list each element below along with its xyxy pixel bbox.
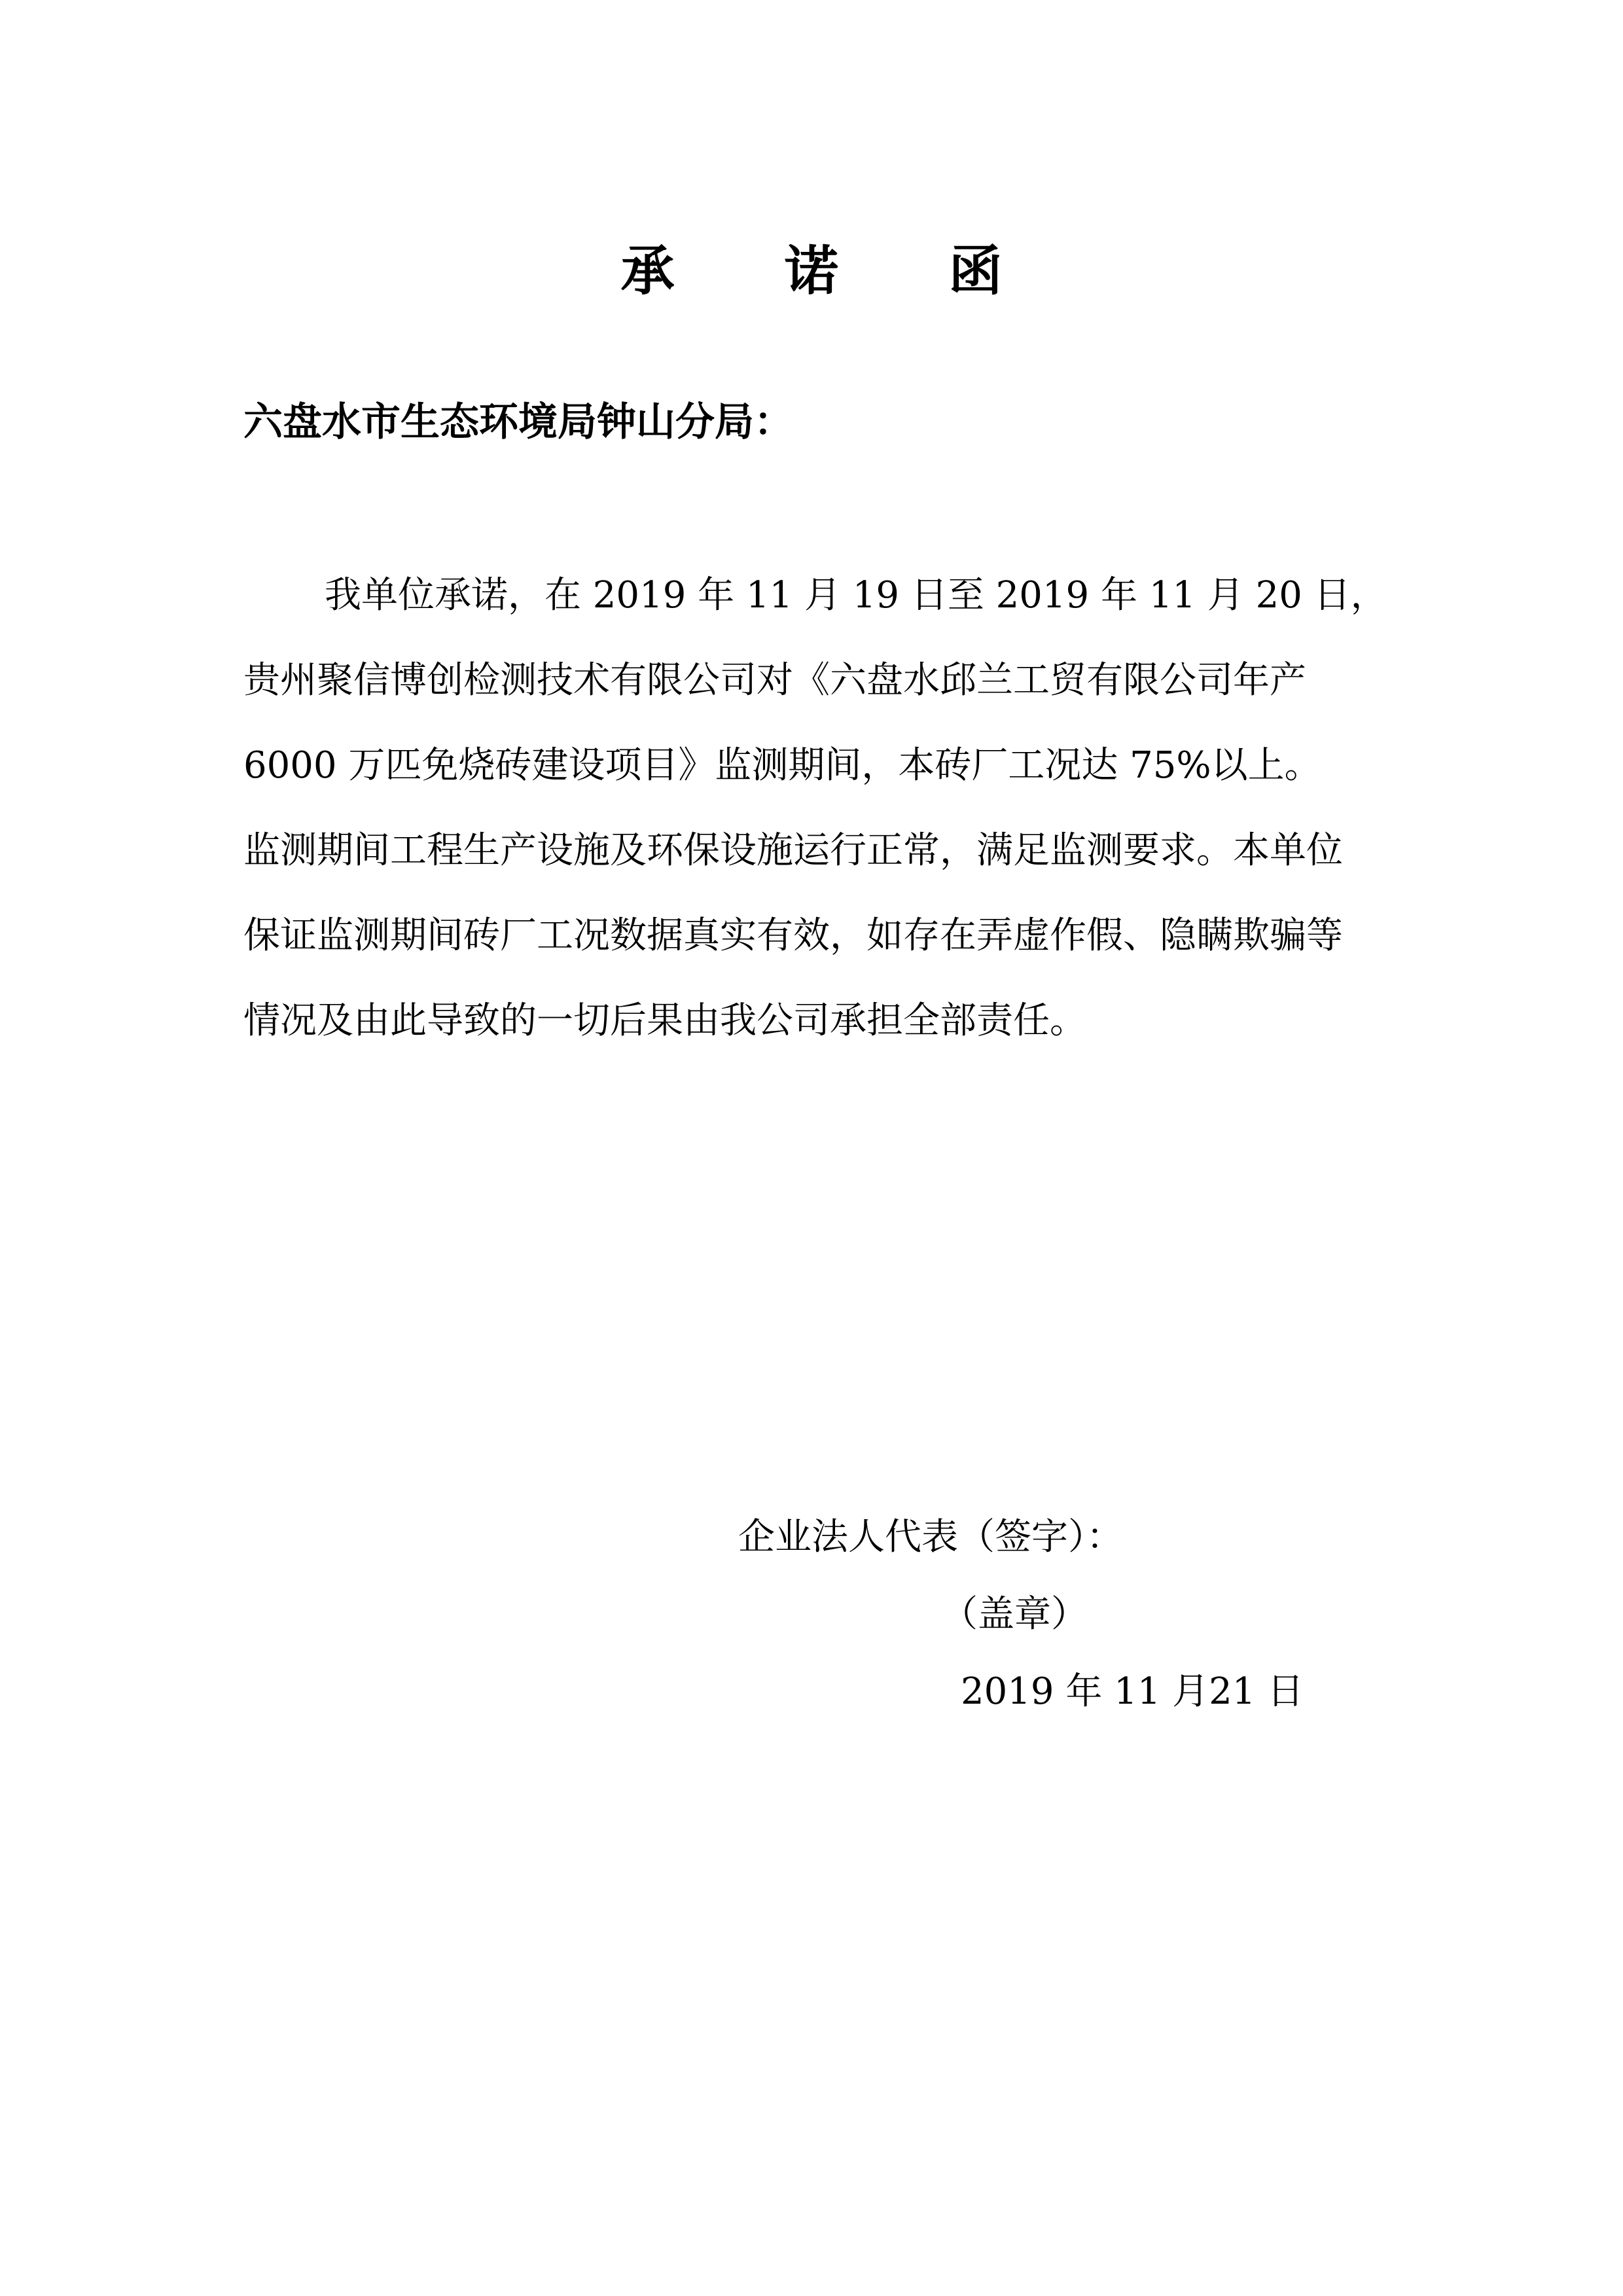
body-line: 监测期间工程生产设施及环保设施运行正常，满足监测要求。本单位 [243, 829, 1343, 872]
seal-label: （盖章） [941, 1593, 1088, 1636]
legal-representative-signature-label: 企业法人代表（签字）： [738, 1516, 1123, 1558]
signature-date: 2019 年 11 月21 日 [961, 1670, 1304, 1713]
body-line: 情况及由此导致的一切后果由我公司承担全部责任。 [243, 999, 1086, 1042]
body-line: 贵州聚信博创检测技术有限公司对《六盘水邱兰工贸有限公司年产 [243, 659, 1306, 702]
recipient-line: 六盘水市生态环境局钟山分局： [243, 399, 793, 445]
signature-block [660, 1499, 1380, 1731]
body-line: 保证监测期间砖厂工况数据真实有效，如存在弄虚作假、隐瞒欺骗等 [243, 914, 1343, 957]
document-title: 承 诺 函 [620, 240, 1048, 302]
body-line: 我单位承诺，在 2019 年 11 月 19 日至 2019 年 11 月 20 日， [325, 574, 1387, 617]
body-paragraph [243, 553, 1395, 1064]
body-line: 6000 万匹免烧砖建设项目》监测期间，本砖厂工况达 75%以上。 [243, 744, 1321, 787]
